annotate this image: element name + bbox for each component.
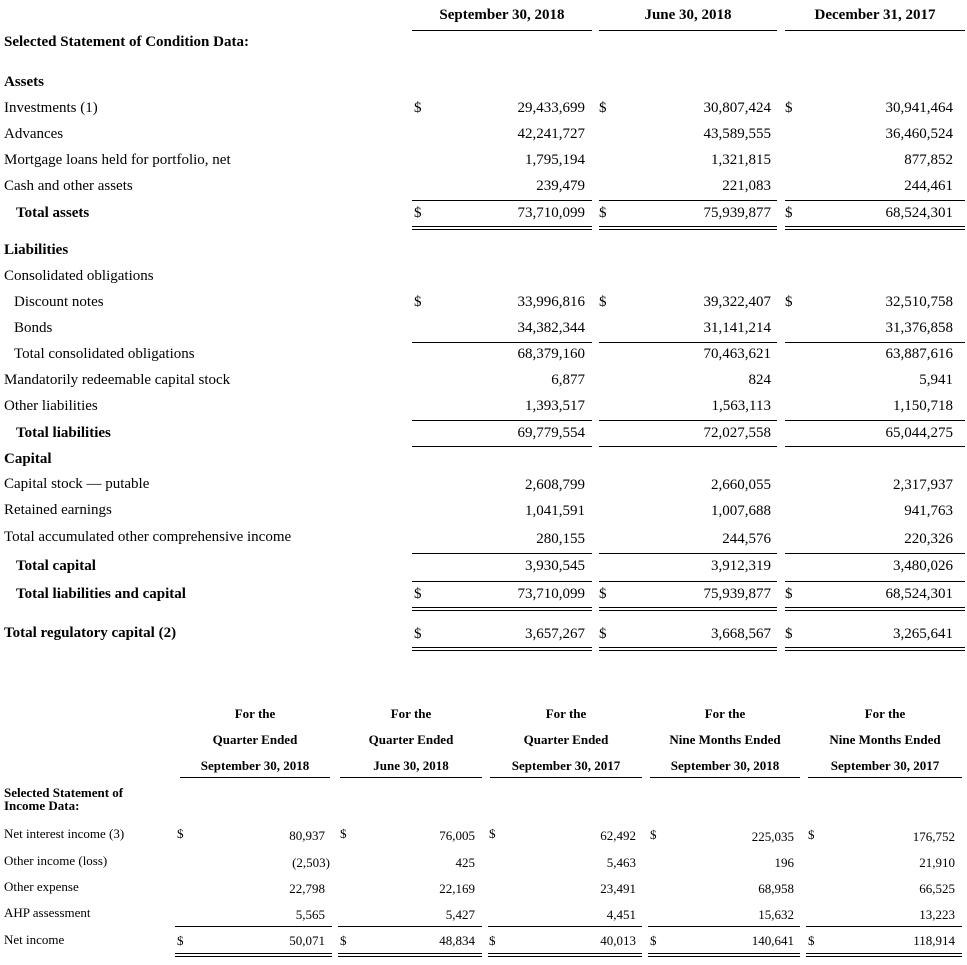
- row-label-total-liabilities: Total liabilities: [16, 425, 111, 441]
- value-cell: 76,005: [439, 828, 475, 843]
- row-label-net-income: Net income: [4, 932, 65, 947]
- subtotal-line: [338, 926, 482, 927]
- value-cell: 239,479: [536, 178, 585, 194]
- value-cell: 5,941: [919, 372, 953, 388]
- value-cell: 65,044,275: [885, 425, 953, 441]
- value-cell: 22,798: [289, 881, 325, 896]
- row-label-regulatory-capital: Total regulatory capital (2): [4, 625, 177, 641]
- value-cell: 220,326: [904, 531, 953, 547]
- dollar-sign: $: [650, 933, 657, 948]
- row-label-bonds: Bonds: [14, 320, 53, 336]
- col-header-line3: September 30, 2018: [670, 758, 780, 773]
- value-cell: 196: [774, 855, 794, 870]
- total-double-line: [806, 953, 962, 957]
- value-cell: 118,914: [913, 933, 955, 948]
- value-cell: 68,379,160: [517, 346, 585, 362]
- consolidated-obligations-heading: Consolidated obligations: [4, 268, 154, 284]
- value-cell: 39,322,407: [703, 294, 771, 310]
- col-header-line2: Quarter Ended: [523, 732, 609, 747]
- header-underline: [340, 777, 482, 778]
- income-title-line2: Income Data:: [4, 798, 80, 813]
- row-label-total-capital: Total capital: [16, 558, 96, 574]
- subtotal-line: [599, 553, 777, 554]
- value-cell: 73,710,099: [517, 586, 585, 602]
- subtotal-line: [785, 553, 965, 554]
- value-cell: 1,393,517: [525, 398, 585, 414]
- total-double-line: [338, 953, 482, 957]
- value-cell: 31,376,858: [885, 320, 953, 336]
- value-cell: 140,641: [751, 933, 794, 948]
- row-label-discount-notes: Discount notes: [14, 294, 104, 310]
- col-header-jun-2018: June 30, 2018: [644, 7, 732, 23]
- subtotal-line: [806, 926, 962, 927]
- dollar-sign: $: [785, 586, 793, 602]
- value-cell: 80,937: [289, 828, 325, 843]
- value-cell: 75,939,877: [703, 586, 771, 602]
- value-cell: 6,877: [551, 372, 585, 388]
- col-header-line3: September 30, 2017: [511, 758, 621, 773]
- value-cell: 877,852: [904, 152, 953, 168]
- value-cell: 34,382,344: [517, 320, 585, 336]
- value-cell: 244,576: [722, 531, 771, 547]
- dollar-sign: $: [177, 933, 184, 948]
- col-header-line1: For the: [234, 706, 276, 721]
- assets-heading: Assets: [4, 74, 44, 90]
- total-double-line: [599, 226, 777, 230]
- total-double-line: [785, 647, 965, 651]
- value-cell: 68,524,301: [885, 586, 953, 602]
- row-label-other-income: Other income (loss): [4, 853, 108, 868]
- dollar-sign: $: [785, 294, 793, 310]
- value-cell: 3,265,641: [893, 626, 953, 642]
- dollar-sign: $: [599, 100, 607, 116]
- dollar-sign: $: [599, 586, 607, 602]
- col-header-line1: For the: [864, 706, 906, 721]
- income-title-line1: Selected Statement of: [4, 785, 124, 800]
- dollar-sign: $: [785, 626, 793, 642]
- col-header-sep-2018: September 30, 2018: [439, 7, 565, 23]
- subtotal-line: [785, 342, 965, 343]
- value-cell: 280,155: [536, 531, 585, 547]
- col-header-line2: Nine Months Ended: [669, 732, 781, 747]
- value-cell: 31,141,214: [703, 320, 771, 336]
- value-cell: 4,451: [606, 907, 636, 922]
- subtotal-line: [412, 200, 592, 201]
- liabilities-heading: Liabilities: [4, 242, 69, 258]
- value-cell: 244,461: [904, 178, 953, 194]
- subtotal-line: [488, 926, 642, 927]
- dollar-sign: $: [808, 933, 815, 948]
- value-cell: 36,460,524: [885, 126, 953, 142]
- dollar-sign: $: [414, 626, 422, 642]
- subtotal-line: [599, 200, 777, 201]
- value-cell: 62,492: [600, 828, 636, 843]
- row-label-net-interest-income: Net interest income (3): [4, 826, 125, 841]
- dollar-sign: $: [489, 933, 496, 948]
- value-cell: 1,007,688: [711, 503, 771, 519]
- value-cell: 66,525: [919, 881, 955, 896]
- value-cell: 13,223: [919, 907, 955, 922]
- header-underline: [599, 30, 777, 31]
- value-cell: 3,668,567: [711, 626, 771, 642]
- value-cell: 2,660,055: [711, 477, 771, 493]
- row-label-other-liabilities: Other liabilities: [4, 398, 98, 414]
- total-double-line: [599, 607, 777, 611]
- value-cell: (2,503): [292, 855, 330, 870]
- subtotal-line: [599, 420, 777, 421]
- value-cell: 50,071: [289, 933, 325, 948]
- row-label-total-assets: Total assets: [16, 205, 90, 221]
- value-cell: 22,169: [439, 881, 475, 896]
- total-double-line: [412, 607, 592, 611]
- value-cell: 5,463: [606, 855, 636, 870]
- total-double-line: [175, 953, 332, 957]
- row-label-cash: Cash and other assets: [4, 178, 133, 194]
- subtotal-line: [412, 553, 592, 554]
- row-label-investments: Investments (1): [4, 100, 98, 116]
- total-double-line: [488, 953, 642, 957]
- value-cell: 23,491: [600, 881, 636, 896]
- value-cell: 2,317,937: [893, 477, 953, 493]
- value-cell: 32,510,758: [885, 294, 953, 310]
- value-cell: 1,321,815: [711, 152, 771, 168]
- total-double-line: [785, 607, 965, 611]
- total-double-line: [412, 226, 592, 230]
- value-cell: 29,433,699: [517, 100, 585, 116]
- subtotal-line: [599, 342, 777, 343]
- subtotal-line: [175, 926, 332, 927]
- dollar-sign: $: [414, 586, 422, 602]
- value-cell: 1,150,718: [893, 398, 953, 414]
- dollar-sign: $: [650, 827, 657, 842]
- value-cell: 3,480,026: [893, 558, 953, 574]
- header-underline: [412, 30, 592, 31]
- total-double-line: [412, 647, 592, 651]
- value-cell: 15,632: [758, 907, 794, 922]
- value-cell: 425: [455, 855, 475, 870]
- value-cell: 176,752: [912, 829, 955, 844]
- header-underline: [180, 777, 330, 778]
- row-label-other-expense: Other expense: [4, 879, 79, 894]
- value-cell: 941,763: [904, 503, 953, 519]
- value-cell: 40,013: [600, 933, 636, 948]
- value-cell: 824: [748, 372, 771, 388]
- total-double-line: [785, 226, 965, 230]
- dollar-sign: $: [785, 205, 793, 221]
- header-underline: [490, 777, 642, 778]
- value-cell: 21,910: [919, 855, 955, 870]
- dollar-sign: $: [785, 100, 793, 116]
- value-cell: 2,608,799: [525, 477, 585, 493]
- row-label-advances: Advances: [4, 126, 64, 142]
- dollar-sign: $: [414, 205, 422, 221]
- col-header-line1: For the: [704, 706, 746, 721]
- subtotal-line: [412, 581, 592, 582]
- value-cell: 73,710,099: [517, 205, 585, 221]
- value-cell: 75,939,877: [703, 205, 771, 221]
- dollar-sign: $: [599, 205, 607, 221]
- subtotal-line: [599, 446, 777, 447]
- subtotal-line: [785, 581, 965, 582]
- row-label-retained-earnings: Retained earnings: [4, 502, 112, 518]
- value-cell: 30,807,424: [703, 100, 771, 116]
- dollar-sign: $: [340, 826, 347, 841]
- dollar-sign: $: [489, 826, 496, 841]
- header-underline: [785, 30, 965, 31]
- dollar-sign: $: [808, 827, 815, 842]
- value-cell: 3,930,545: [525, 558, 585, 574]
- subtotal-line: [785, 200, 965, 201]
- col-header-line1: For the: [390, 706, 432, 721]
- dollar-sign: $: [177, 826, 184, 841]
- income-title: [4, 786, 123, 812]
- subtotal-line: [412, 420, 592, 421]
- header-underline: [650, 777, 800, 778]
- dollar-sign: $: [414, 294, 422, 310]
- col-header-line2: Nine Months Ended: [829, 732, 941, 747]
- dollar-sign: $: [599, 626, 607, 642]
- value-cell: 225,035: [751, 829, 794, 844]
- value-cell: 68,524,301: [885, 205, 953, 221]
- value-cell: 3,912,319: [711, 558, 771, 574]
- value-cell: 42,241,727: [517, 126, 585, 142]
- subtotal-line: [412, 342, 592, 343]
- row-label-mrcs: Mandatorily redeemable capital stock: [4, 372, 231, 388]
- dollar-sign: $: [414, 100, 422, 116]
- value-cell: 48,834: [439, 933, 475, 948]
- col-header-dec-2017: December 31, 2017: [814, 7, 936, 23]
- value-cell: 30,941,464: [885, 100, 953, 116]
- subtotal-line: [599, 581, 777, 582]
- value-cell: 68,958: [758, 881, 794, 896]
- col-header-line3: September 30, 2017: [830, 758, 940, 773]
- row-label-mortgage: Mortgage loans held for portfolio, net: [4, 152, 231, 168]
- value-cell: 1,563,113: [711, 398, 771, 414]
- value-cell: 69,779,554: [517, 425, 585, 441]
- value-cell: 72,027,558: [703, 425, 771, 441]
- section-title: Selected Statement of Condition Data:: [4, 34, 249, 50]
- col-header-line3: September 30, 2018: [200, 758, 310, 773]
- dollar-sign: $: [340, 933, 347, 948]
- value-cell: 3,657,267: [525, 626, 585, 642]
- row-label-ahp-assessment: AHP assessment: [4, 905, 91, 920]
- subtotal-line: [785, 446, 965, 447]
- row-label-total-co: Total consolidated obligations: [14, 346, 195, 362]
- value-cell: 5,565: [295, 907, 325, 922]
- row-label-total-liabilities-capital: Total liabilities and capital: [16, 586, 186, 602]
- total-double-line: [599, 647, 777, 651]
- col-header-line3: June 30, 2018: [373, 758, 449, 773]
- value-cell: 43,589,555: [703, 126, 771, 142]
- value-cell: 5,427: [445, 907, 475, 922]
- value-cell: 221,083: [722, 178, 771, 194]
- total-double-line: [648, 953, 800, 957]
- subtotal-line: [648, 926, 800, 927]
- value-cell: 70,463,621: [703, 346, 771, 362]
- value-cell: 1,795,194: [525, 152, 585, 168]
- subtotal-line: [412, 446, 592, 447]
- col-header-line2: Quarter Ended: [368, 732, 454, 747]
- row-label-aoci: Total accumulated other comprehensive income: [4, 529, 292, 545]
- col-header-line1: For the: [545, 706, 587, 721]
- header-underline: [808, 777, 962, 778]
- value-cell: 1,041,591: [525, 503, 585, 519]
- value-cell: 63,887,616: [885, 346, 953, 362]
- subtotal-line: [785, 420, 965, 421]
- value-cell: 33,996,816: [517, 294, 585, 310]
- col-header-line2: Quarter Ended: [212, 732, 298, 747]
- row-label-capital-stock: Capital stock — putable: [4, 476, 150, 492]
- capital-heading: Capital: [4, 451, 52, 467]
- dollar-sign: $: [599, 294, 607, 310]
